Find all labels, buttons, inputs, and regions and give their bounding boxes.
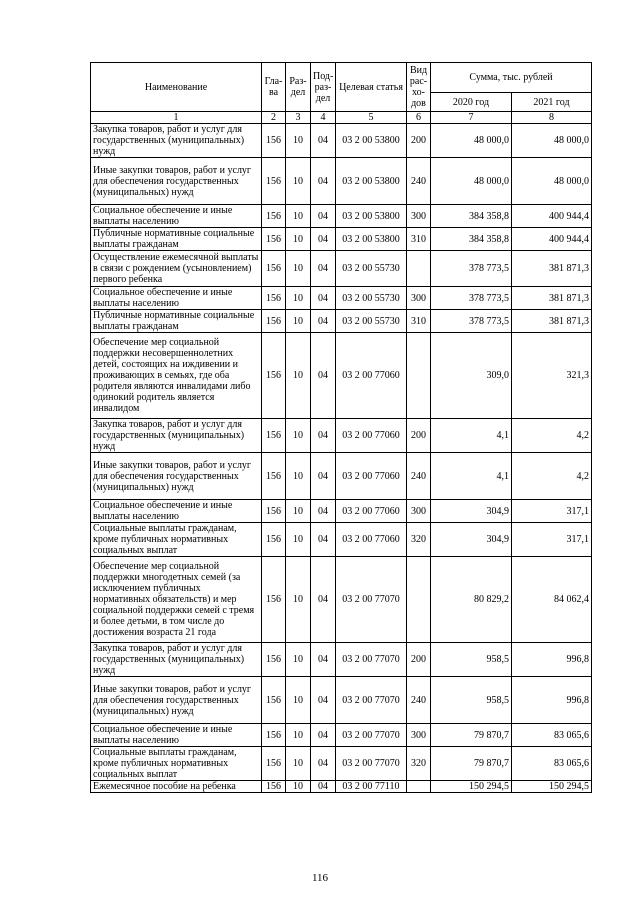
row-amount-2020: 79 870,7 [431, 747, 512, 781]
row-amount-2020: 958,5 [431, 677, 512, 724]
row-expense-type: 240 [407, 677, 431, 724]
row-name: Закупка товаров, работ и услуг для государственных (муниципальных) нужд [91, 124, 262, 158]
row-amount-2020: 4,1 [431, 419, 512, 453]
page-number: 116 [311, 872, 329, 884]
table-row [91, 557, 592, 643]
row-amount-2021: 381 871,3 [512, 310, 592, 333]
table-row [91, 747, 592, 781]
row-subsection: 04 [311, 158, 336, 205]
row-name: Закупка товаров, работ и услуг для государственных (муниципальных) нужд [91, 419, 262, 453]
row-section: 10 [286, 747, 311, 781]
row-expense-type [407, 557, 431, 643]
row-name: Закупка товаров, работ и услуг для государственных (муниципальных) нужд [91, 643, 262, 677]
row-amount-2021: 996,8 [512, 677, 592, 724]
row-expense-type [407, 781, 431, 793]
row-expense-type: 320 [407, 523, 431, 557]
row-expense-type: 240 [407, 453, 431, 500]
row-chapter: 156 [262, 251, 286, 287]
header-subsection: Под-раз-дел [311, 63, 336, 112]
row-subsection: 04 [311, 205, 336, 228]
row-amount-2021: 400 944,4 [512, 228, 592, 251]
row-amount-2021: 317,1 [512, 523, 592, 557]
row-chapter: 156 [262, 523, 286, 557]
row-amount-2021: 84 062,4 [512, 557, 592, 643]
row-amount-2020: 309,0 [431, 333, 512, 419]
row-name: Обеспечение мер социальной поддержки многодетных семей (за исключением публичных нормативных обязательств) и мер социальной поддержки семей с тремя и более детьми, в том числе до достижения возраста 21 года [91, 557, 262, 643]
row-target: 03 2 00 77110 [336, 781, 407, 793]
row-target: 03 2 00 55730 [336, 287, 407, 310]
row-expense-type: 200 [407, 419, 431, 453]
row-target: 03 2 00 55730 [336, 251, 407, 287]
row-amount-2020: 4,1 [431, 453, 512, 500]
column-number: 8 [512, 112, 592, 124]
row-chapter: 156 [262, 287, 286, 310]
row-name: Иные закупки товаров, работ и услуг для обеспечения государственных (муниципальных) нужд [91, 677, 262, 724]
row-amount-2020: 150 294,5 [431, 781, 512, 793]
row-chapter: 156 [262, 310, 286, 333]
row-subsection: 04 [311, 251, 336, 287]
row-section: 10 [286, 205, 311, 228]
row-chapter: 156 [262, 205, 286, 228]
table-row [91, 158, 592, 205]
row-subsection: 04 [311, 419, 336, 453]
row-expense-type [407, 333, 431, 419]
table-row [91, 500, 592, 523]
row-section: 10 [286, 453, 311, 500]
row-amount-2020: 48 000,0 [431, 124, 512, 158]
column-number: 1 [91, 112, 262, 124]
row-chapter: 156 [262, 228, 286, 251]
header-name: Наименование [91, 63, 262, 112]
row-amount-2021: 4,2 [512, 419, 592, 453]
row-chapter: 156 [262, 500, 286, 523]
row-target: 03 2 00 77060 [336, 419, 407, 453]
table-row [91, 333, 592, 419]
row-chapter: 156 [262, 124, 286, 158]
row-section: 10 [286, 523, 311, 557]
row-name: Иные закупки товаров, работ и услуг для обеспечения государственных (муниципальных) нужд [91, 453, 262, 500]
row-name: Социальное обеспечение и иные выплаты населению [91, 500, 262, 523]
row-amount-2020: 378 773,5 [431, 310, 512, 333]
row-target: 03 2 00 53800 [336, 228, 407, 251]
row-amount-2020: 958,5 [431, 643, 512, 677]
row-section: 10 [286, 643, 311, 677]
row-section: 10 [286, 781, 311, 793]
table-row [91, 287, 592, 310]
row-target: 03 2 00 77060 [336, 523, 407, 557]
row-expense-type: 310 [407, 228, 431, 251]
row-section: 10 [286, 158, 311, 205]
table-row [91, 419, 592, 453]
table-row [91, 453, 592, 500]
table-row [91, 677, 592, 724]
row-amount-2020: 79 870,7 [431, 724, 512, 747]
row-section: 10 [286, 557, 311, 643]
row-name: Социальное обеспечение и иные выплаты населению [91, 205, 262, 228]
column-number: 6 [407, 112, 431, 124]
row-target: 03 2 00 53800 [336, 205, 407, 228]
row-name: Социальные выплаты гражданам, кроме публичных нормативных социальных выплат [91, 747, 262, 781]
table-row [91, 228, 592, 251]
row-amount-2020: 48 000,0 [431, 158, 512, 205]
row-target: 03 2 00 77070 [336, 643, 407, 677]
row-section: 10 [286, 251, 311, 287]
header-target: Целевая статья [336, 63, 407, 112]
row-chapter: 156 [262, 158, 286, 205]
row-chapter: 156 [262, 453, 286, 500]
column-number: 4 [311, 112, 336, 124]
row-name: Публичные нормативные социальные выплаты гражданам [91, 310, 262, 333]
row-amount-2020: 304,9 [431, 500, 512, 523]
row-amount-2021: 83 065,6 [512, 747, 592, 781]
row-amount-2021: 48 000,0 [512, 124, 592, 158]
row-section: 10 [286, 333, 311, 419]
row-amount-2021: 381 871,3 [512, 251, 592, 287]
budget-table [90, 62, 592, 793]
row-target: 03 2 00 77060 [336, 333, 407, 419]
row-subsection: 04 [311, 557, 336, 643]
header-chapter: Гла-ва [262, 63, 286, 112]
row-expense-type: 200 [407, 124, 431, 158]
row-section: 10 [286, 677, 311, 724]
table-row [91, 643, 592, 677]
row-amount-2020: 384 358,8 [431, 205, 512, 228]
table-row [91, 124, 592, 158]
row-chapter: 156 [262, 724, 286, 747]
row-chapter: 156 [262, 643, 286, 677]
row-target: 03 2 00 77060 [336, 453, 407, 500]
row-expense-type [407, 251, 431, 287]
row-name: Социальное обеспечение и иные выплаты населению [91, 287, 262, 310]
row-chapter: 156 [262, 747, 286, 781]
row-amount-2021: 317,1 [512, 500, 592, 523]
row-subsection: 04 [311, 747, 336, 781]
row-subsection: 04 [311, 643, 336, 677]
table-header [91, 63, 592, 124]
row-section: 10 [286, 500, 311, 523]
row-subsection: 04 [311, 500, 336, 523]
row-subsection: 04 [311, 333, 336, 419]
table-row [91, 251, 592, 287]
row-section: 10 [286, 228, 311, 251]
row-section: 10 [286, 419, 311, 453]
row-target: 03 2 00 77070 [336, 747, 407, 781]
header-expense-type: Вид рас-хо-дов [407, 63, 431, 112]
column-number: 5 [336, 112, 407, 124]
row-section: 10 [286, 287, 311, 310]
row-amount-2020: 384 358,8 [431, 228, 512, 251]
row-expense-type: 300 [407, 724, 431, 747]
row-expense-type: 200 [407, 643, 431, 677]
row-subsection: 04 [311, 523, 336, 557]
table-body [91, 124, 592, 793]
header-year-2021: 2021 год [512, 93, 592, 112]
column-number: 7 [431, 112, 512, 124]
row-amount-2021: 4,2 [512, 453, 592, 500]
row-name: Осуществление ежемесячной выплаты в связи с рождением (усыновлением) первого ребенка [91, 251, 262, 287]
column-number-row [91, 112, 592, 124]
row-chapter: 156 [262, 333, 286, 419]
row-subsection: 04 [311, 724, 336, 747]
table-row [91, 523, 592, 557]
row-chapter: 156 [262, 419, 286, 453]
row-amount-2021: 150 294,5 [512, 781, 592, 793]
column-number: 2 [262, 112, 286, 124]
row-amount-2021: 400 944,4 [512, 205, 592, 228]
row-subsection: 04 [311, 310, 336, 333]
row-amount-2020: 304,9 [431, 523, 512, 557]
header-sum: Сумма, тыс. рублей [431, 63, 592, 93]
row-amount-2020: 378 773,5 [431, 287, 512, 310]
header-section: Раз-дел [286, 63, 311, 112]
header-year-2020: 2020 год [431, 93, 512, 112]
row-amount-2021: 321,3 [512, 333, 592, 419]
row-subsection: 04 [311, 781, 336, 793]
row-amount-2021: 381 871,3 [512, 287, 592, 310]
row-target: 03 2 00 77060 [336, 500, 407, 523]
row-target: 03 2 00 55730 [336, 310, 407, 333]
row-name: Публичные нормативные социальные выплаты гражданам [91, 228, 262, 251]
table-row [91, 781, 592, 793]
row-section: 10 [286, 724, 311, 747]
row-chapter: 156 [262, 677, 286, 724]
row-name: Иные закупки товаров, работ и услуг для обеспечения государственных (муниципальных) нужд [91, 158, 262, 205]
row-amount-2021: 996,8 [512, 643, 592, 677]
row-target: 03 2 00 53800 [336, 124, 407, 158]
column-number: 3 [286, 112, 311, 124]
table-row [91, 205, 592, 228]
row-subsection: 04 [311, 453, 336, 500]
row-target: 03 2 00 77070 [336, 557, 407, 643]
row-target: 03 2 00 77070 [336, 724, 407, 747]
row-subsection: 04 [311, 124, 336, 158]
row-subsection: 04 [311, 228, 336, 251]
row-name: Социальные выплаты гражданам, кроме публичных нормативных социальных выплат [91, 523, 262, 557]
row-target: 03 2 00 77070 [336, 677, 407, 724]
row-expense-type: 300 [407, 205, 431, 228]
row-expense-type: 300 [407, 500, 431, 523]
row-target: 03 2 00 53800 [336, 158, 407, 205]
table-row [91, 310, 592, 333]
row-amount-2021: 48 000,0 [512, 158, 592, 205]
row-chapter: 156 [262, 781, 286, 793]
row-chapter: 156 [262, 557, 286, 643]
row-amount-2020: 80 829,2 [431, 557, 512, 643]
row-expense-type: 320 [407, 747, 431, 781]
row-name: Обеспечение мер социальной поддержки несовершеннолетних детей, состоящих на иждивении и проживающих в семьях, где оба родителя являются инвалидами либо одинокий родитель является инвалидом [91, 333, 262, 419]
row-expense-type: 300 [407, 287, 431, 310]
row-subsection: 04 [311, 677, 336, 724]
row-amount-2020: 378 773,5 [431, 251, 512, 287]
row-expense-type: 240 [407, 158, 431, 205]
row-subsection: 04 [311, 287, 336, 310]
row-amount-2021: 83 065,6 [512, 724, 592, 747]
row-expense-type: 310 [407, 310, 431, 333]
row-section: 10 [286, 310, 311, 333]
row-name: Социальное обеспечение и иные выплаты населению [91, 724, 262, 747]
row-section: 10 [286, 124, 311, 158]
table-row [91, 724, 592, 747]
row-name: Ежемесячное пособие на ребенка [91, 781, 262, 793]
